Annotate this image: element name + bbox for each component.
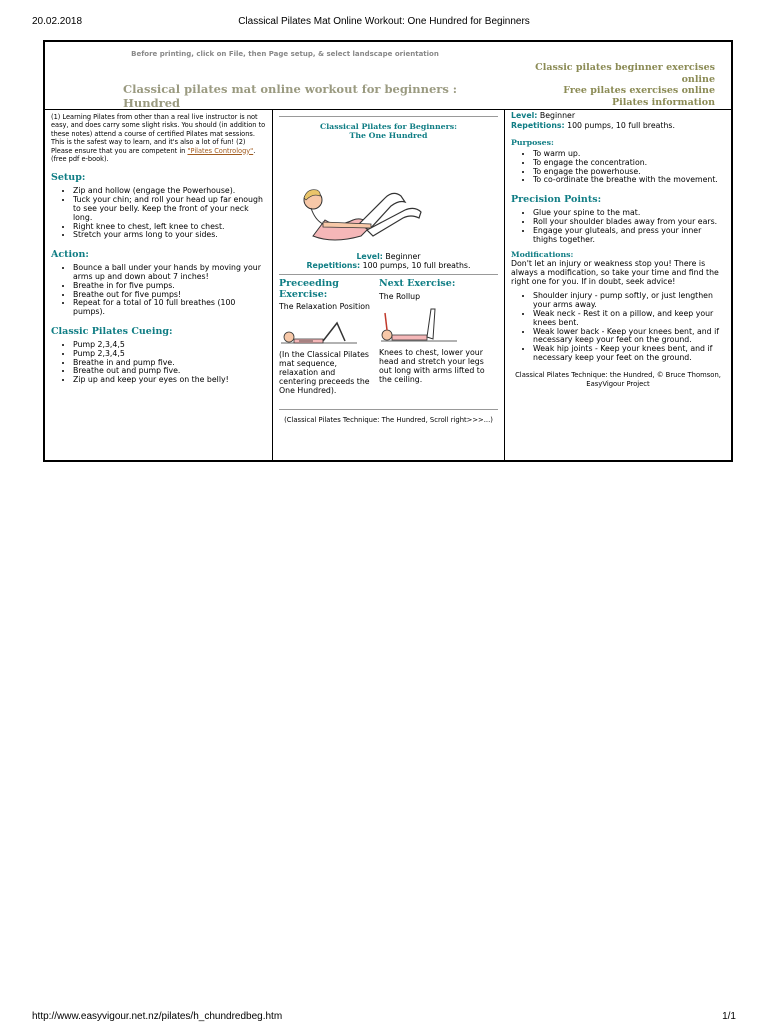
hundred-illustration xyxy=(293,180,498,248)
purposes-list xyxy=(511,150,725,185)
link-pilates-information[interactable]: Pilates information xyxy=(612,96,715,108)
reps-line xyxy=(511,121,725,130)
intro-pre: (1) Learning Pilates from other than a real live instructor is not easy, and does carry some slight risks. You should (in addition to these notes) attend a course of certified Pilates mat sessions. This is the safest way to learn, and it's also a lot of fun! (2) Please ensure that you are competent in xyxy=(51,113,266,155)
reps-value: 100 pumps, 10 full breaths. xyxy=(360,261,471,270)
list-item: • Pump 2,3,4,5 xyxy=(73,350,266,359)
intro-post: . (free pdf e-book). xyxy=(51,146,256,164)
list-item: • Weak hip joints - Keep your knees bent, and if necessary keep your feet on the ground. xyxy=(533,345,725,363)
list-item: • Tuck your chin; and roll your head up far enough to see your belly. Keep the front of your neck long. xyxy=(73,196,266,222)
list-item: • Pump 2,3,4,5 xyxy=(73,341,266,350)
precision-list xyxy=(511,209,725,244)
modifications-list xyxy=(511,292,725,362)
list-item: • To warm up. xyxy=(533,150,725,159)
level-line xyxy=(511,111,725,120)
reps-value: 100 pumps, 10 full breaths. xyxy=(564,121,675,130)
previous-exercise-heading: Preceeding Exercise: xyxy=(279,278,339,300)
reps-label: Repetitions: xyxy=(511,121,565,130)
exercise-nav xyxy=(279,275,498,403)
level-label: Level: xyxy=(356,252,383,261)
next-exercise-heading: Next Exercise: xyxy=(379,278,456,289)
previous-exercise-name[interactable]: The Relaxation Position xyxy=(279,302,370,311)
action-list xyxy=(51,264,266,317)
list-item: • Breathe in for five pumps. xyxy=(73,282,266,291)
list-item: • Shoulder injury - pump softly, or just lengthen your arms away. xyxy=(533,292,725,310)
modifications-heading: Modifications: xyxy=(511,250,574,260)
previous-exercise[interactable] xyxy=(279,279,374,395)
list-item: • Zip and hollow (engage the Powerhouse). xyxy=(73,187,266,196)
previous-exercise-desc: (In the Classical Pilates mat sequence, relaxation and centering preceeds the One Hundred). xyxy=(279,350,370,395)
precision-heading: Precision Points: xyxy=(511,194,602,206)
credit-line1: Classical Pilates Technique: the Hundred, © Bruce Thomson, xyxy=(515,370,721,379)
page-number: 1/1 xyxy=(722,1011,736,1022)
exercise-heading-line2: The One Hundred xyxy=(349,131,428,140)
credit xyxy=(511,371,725,389)
next-exercise-name[interactable]: The Rollup xyxy=(379,291,421,301)
print-date: 20.02.2018 xyxy=(32,16,83,27)
right-column xyxy=(505,110,731,460)
top-links xyxy=(505,62,715,108)
action-heading: Action: xyxy=(51,249,89,261)
exercise-info xyxy=(279,252,498,270)
modifications-text: Don't let an injury or weakness stop you! There is always a modification, so take your time and find the right one for you. If in doubt, seek advice! xyxy=(511,259,719,287)
list-item: • Right knee to chest, left knee to chest. xyxy=(73,223,266,232)
list-item: • Roll your shoulder blades away from your ears. xyxy=(533,218,725,227)
setup-list xyxy=(51,187,266,240)
exercise-heading xyxy=(279,116,498,140)
center-column xyxy=(273,110,505,460)
rollup-illustration[interactable] xyxy=(379,305,459,345)
list-item: • Stretch your arms long to your sides. xyxy=(73,231,266,240)
link-free-exercises[interactable]: Free pilates exercises online xyxy=(563,85,715,96)
cueing-list xyxy=(51,341,266,385)
level-value: Beginner xyxy=(537,111,576,120)
list-item: • To engage the concentration. xyxy=(533,159,725,168)
list-item: • Breathe out for five pumps! xyxy=(73,291,266,300)
list-item: • Breathe in and pump five. xyxy=(73,359,266,368)
list-item: • Glue your spine to the mat. xyxy=(533,209,725,218)
exercise-heading-line1: Classical Pilates for Beginners: xyxy=(320,122,457,131)
intro-text xyxy=(51,113,266,163)
setup-heading: Setup: xyxy=(51,172,86,184)
next-exercise-desc: Knees to chest, lower your head and stretch your legs out long with arms lifted to the ceiling. xyxy=(379,347,485,384)
page-frame xyxy=(43,40,733,462)
link-beginner-exercises[interactable]: Classic pilates beginner exercises online xyxy=(535,62,715,85)
list-item: • To co-ordinate the breathe with the movement. xyxy=(533,176,725,185)
print-url: http://www.easyvigour.net.nz/pilates/h_chundredbeg.htm xyxy=(32,1011,283,1022)
list-item: • Weak lower back - Keep your knees bent, and if necessary keep your feet on the ground. xyxy=(533,328,725,346)
level-value: Beginner xyxy=(382,252,421,261)
print-title: Classical Pilates Mat Online Workout: One Hundred for Beginners xyxy=(238,16,530,27)
list-item: • Breathe out and pump five. xyxy=(73,367,266,376)
list-item: • To engage the powerhouse. xyxy=(533,168,725,177)
list-item: • Bounce a ball under your hands by moving your arms up and down about 7 inches! xyxy=(73,264,266,282)
pilates-contrology-link[interactable]: "Pilates Contrology" xyxy=(187,146,254,155)
print-note: Before printing, click on File, then Page setup, & select landscape orientation xyxy=(131,50,439,58)
relaxation-illustration[interactable] xyxy=(279,315,359,347)
left-column xyxy=(45,110,273,460)
level-label: Level: xyxy=(511,111,538,120)
next-exercise[interactable] xyxy=(379,279,499,384)
reps-label: Repetitions: xyxy=(306,261,361,270)
purposes-heading: Purposes: xyxy=(511,138,554,147)
credit-line2: EasyVigour Project xyxy=(586,379,650,388)
page-title: Classical pilates mat online workout for beginners : Hundred xyxy=(123,82,458,110)
scroll-note: (Classical Pilates Technique: The Hundred, Scroll right>>>...) xyxy=(279,409,498,424)
list-item: • Zip up and keep your eyes on the belly! xyxy=(73,376,266,385)
list-item: • Engage your gluteals, and press your inner thighs together. xyxy=(533,227,725,245)
list-item: • Weak neck - Rest it on a pillow, and keep your knees bent. xyxy=(533,310,725,328)
cueing-heading: Classic Pilates Cueing: xyxy=(51,326,173,337)
list-item: • Repeat for a total of 10 full breathes (100 pumps). xyxy=(73,299,266,317)
